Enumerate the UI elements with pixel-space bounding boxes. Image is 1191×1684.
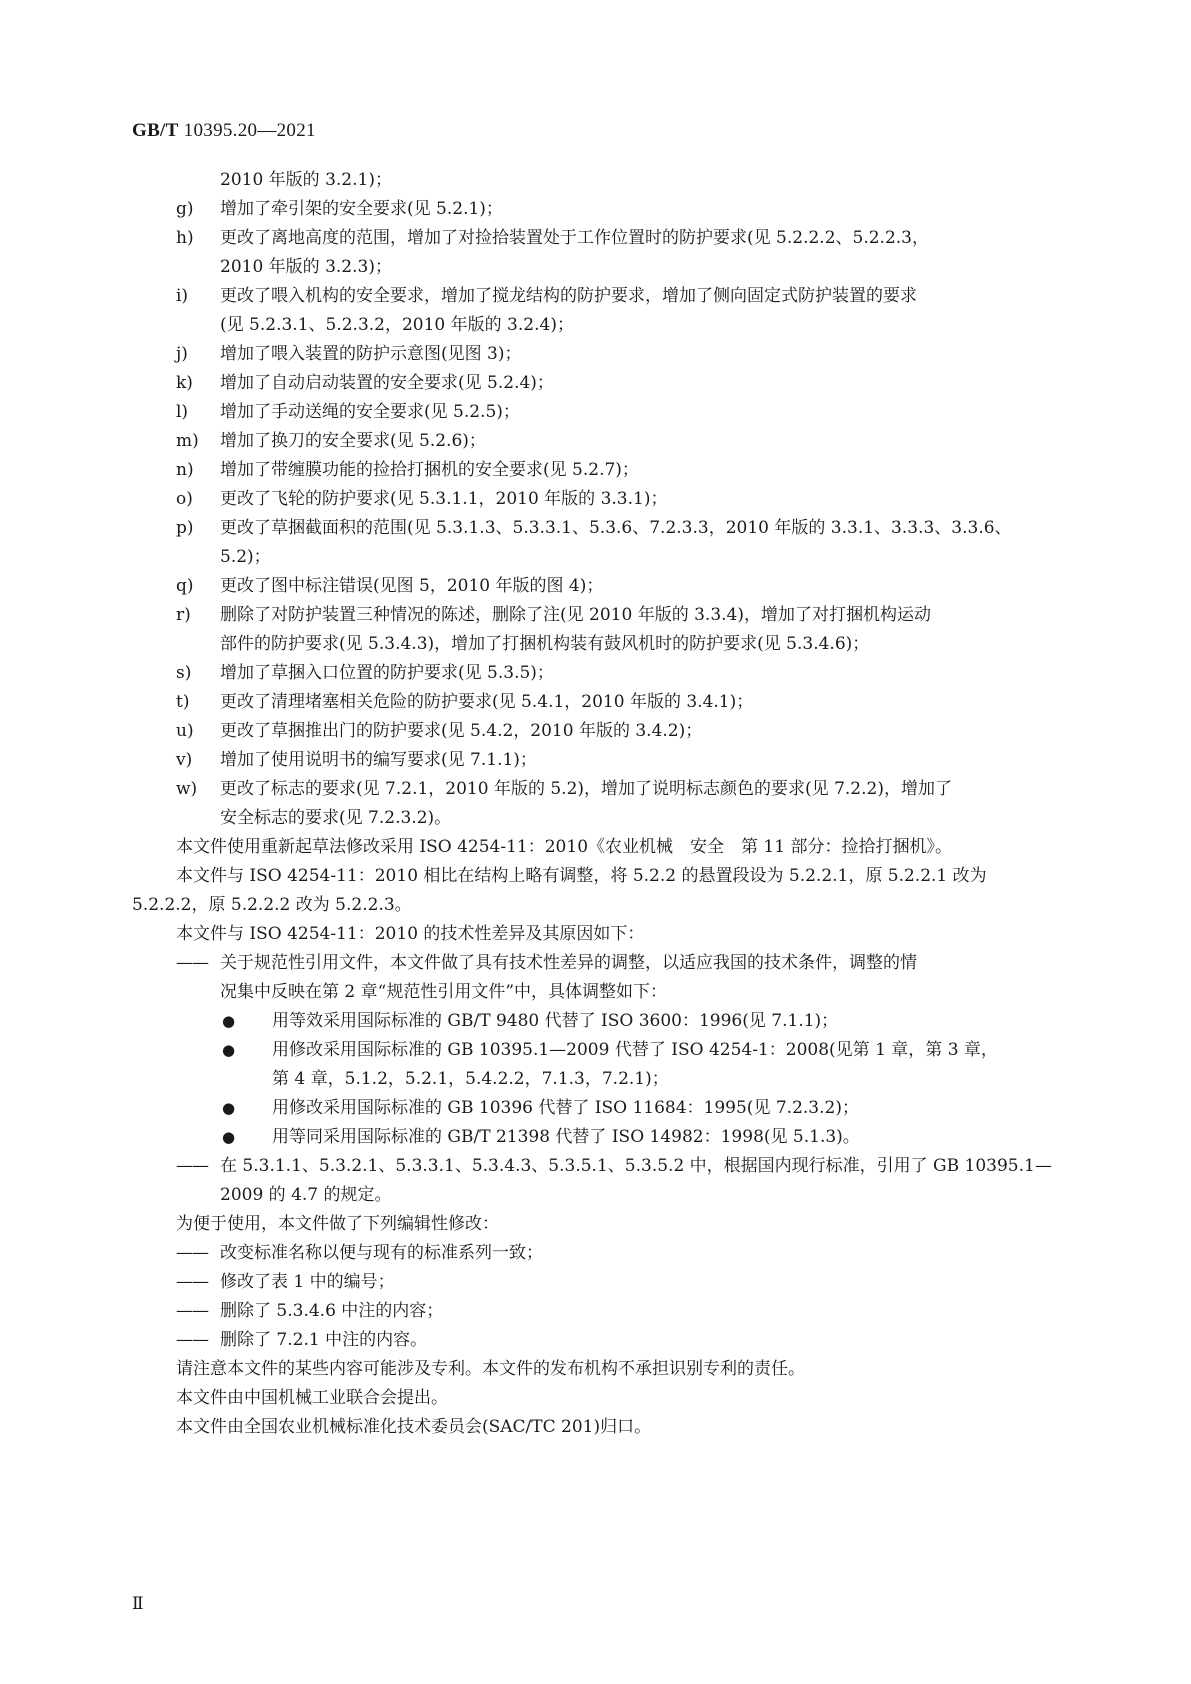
item-line: 更改了清理堵塞相关危险的防护要求(见 5.4.1，2010 年版的 3.4.1)；	[220, 692, 754, 712]
editorial-line: 删除了 7.2.1 中注的内容。	[220, 1330, 428, 1350]
bullet-icon: ●	[222, 1012, 236, 1030]
bullet-line: 第 4 章，5.1.2，5.2.1，5.4.2.2，7.1.3，7.2.1)；	[272, 1069, 669, 1089]
item-line: 增加了使用说明书的编写要求(见 7.1.1)；	[220, 750, 537, 770]
list-item	[132, 601, 1060, 659]
dash-mark: ——	[176, 953, 208, 973]
list-item	[132, 572, 1060, 601]
patent-paragraph: 请注意本文件的某些内容可能涉及专利。本文件的发布机构不承担识别专利的责任。	[176, 1359, 805, 1379]
technical-differences-paragraph: 本文件与 ISO 4254-11：2010 的技术性差异及其原因如下：	[176, 924, 645, 944]
list-item	[132, 398, 1060, 427]
item-marker: p)	[176, 518, 194, 538]
item-line: 安全标志的要求(见 7.2.3.2)。	[220, 808, 452, 828]
list-item	[132, 688, 1060, 717]
item-marker: v)	[176, 750, 193, 770]
adoption-paragraph: 本文件使用重新起草法修改采用 ISO 4254-11：2010《农业机械 安全 第 11 部分：捡拾打捆机》。	[176, 837, 952, 857]
item-marker: w)	[176, 779, 198, 799]
item-line: 增加了草捆入口位置的防护要求(见 5.3.5)；	[220, 663, 554, 683]
item-line: 增加了自动启动装置的安全要求(见 5.2.4)；	[220, 373, 554, 393]
item-line: 更改了标志的要求(见 7.2.1，2010 年版的 5.2)，增加了说明标志颜色的要求(见 7.2.2)，增加了	[220, 779, 952, 799]
bullet-line: 用修改采用国际标准的 GB 10396 代替了 ISO 11684：1995(见 7.2.3.2)；	[272, 1098, 859, 1118]
editorial-item	[132, 1326, 1060, 1355]
item-marker: q)	[176, 576, 194, 596]
item-line: 删除了对防护装置三种情况的陈述，删除了注(见 2010 年版的 3.3.4)，增加了对打捆机构运动	[220, 605, 931, 625]
dash-line: 在 5.3.1.1、5.3.2.1、5.3.3.1、5.3.4.3、5.3.5.1、5.3.5.2 中，根据国内现行标准，引用了 GB 10395.1—	[220, 1156, 1052, 1176]
item-line: 更改了图中标注错误(见图 5，2010 年版的图 4)；	[220, 576, 604, 596]
proposed-by-paragraph: 本文件由中国机械工业联合会提出。	[176, 1388, 448, 1408]
item-line: 增加了喂入装置的防护示意图(见图 3)；	[220, 344, 522, 364]
item-line: 增加了手动送绳的安全要求(见 5.2.5)；	[220, 402, 520, 422]
item-marker: k)	[176, 373, 193, 393]
bullet-item	[132, 1007, 1060, 1036]
bullet-item	[132, 1036, 1060, 1094]
item-marker: u)	[176, 721, 194, 741]
bullet-icon: ●	[222, 1041, 236, 1059]
dash-line: 关于规范性引用文件，本文件做了具有技术性差异的调整，以适应我国的技术条件，调整的情	[220, 953, 917, 973]
document-header	[132, 120, 316, 142]
item-marker: n)	[176, 460, 194, 480]
bullet-list	[132, 1007, 1060, 1152]
dash-mark: ——	[176, 1330, 208, 1350]
bullet-item	[132, 1123, 1060, 1152]
dash-mark: ——	[176, 1301, 208, 1321]
bullet-line: 用等效采用国际标准的 GB/T 9480 代替了 ISO 3600：1996(见 7.1.1)；	[272, 1011, 839, 1031]
list-item	[132, 659, 1060, 688]
editorial-list	[132, 1239, 1060, 1355]
bullet-line: 用修改采用国际标准的 GB 10395.1—2009 代替了 ISO 4254-1：2008(见第 1 章，第 3 章，	[272, 1040, 998, 1060]
editorial-paragraph: 为便于使用，本文件做了下列编辑性修改：	[176, 1214, 499, 1234]
item-line: 更改了喂入机构的安全要求，增加了搅龙结构的防护要求，增加了侧向固定式防护装置的要求	[220, 286, 917, 306]
list-item	[132, 514, 1060, 572]
list-item	[132, 224, 1060, 282]
editorial-item	[132, 1268, 1060, 1297]
item-line: 更改了离地高度的范围，增加了对捡拾装置处于工作位置时的防护要求(见 5.2.2.2、5.2.2.3，	[220, 228, 929, 248]
list-item	[132, 485, 1060, 514]
dash-mark: ——	[176, 1272, 208, 1292]
item-line: 增加了带缠膜功能的捡拾打捆机的安全要求(见 5.2.7)；	[220, 460, 639, 480]
item-line: 增加了牵引架的安全要求(见 5.2.1)；	[220, 199, 503, 219]
list-item	[132, 775, 1060, 833]
structure-paragraph: 本文件与 ISO 4254-11：2010 相比在结构上略有调整，将 5.2.2 的悬置段设为 5.2.2.1，原 5.2.2.1 改为 5.2.2.2，原 5.2.2.2 改为 5.2.2.3。	[132, 866, 987, 915]
dash-line: 况集中反映在第 2 章“规范性引用文件”中，具体调整如下：	[220, 982, 668, 1002]
item-line: 2010 年版的 3.2.3)；	[220, 257, 392, 277]
bullet-icon: ●	[222, 1128, 236, 1146]
item-line: (见 5.2.3.1、5.2.3.2，2010 年版的 3.2.4)；	[220, 315, 574, 335]
editorial-item	[132, 1239, 1060, 1268]
change-list	[132, 195, 1060, 833]
dash-mark: ——	[176, 1156, 208, 1176]
item-f-continuation: 2010 年版的 3.2.1)；	[220, 170, 392, 190]
item-marker: s)	[176, 663, 192, 683]
item-line: 更改了飞轮的防护要求(见 5.3.1.1，2010 年版的 3.3.1)；	[220, 489, 668, 509]
editorial-line: 删除了 5.3.4.6 中注的内容；	[220, 1301, 444, 1321]
item-marker: i)	[176, 286, 189, 306]
dash-line: 2009 的 4.7 的规定。	[220, 1185, 392, 1205]
editorial-line: 修改了表 1 中的编号；	[220, 1272, 395, 1292]
item-marker: j)	[176, 344, 188, 364]
editorial-item	[132, 1297, 1060, 1326]
item-marker: o)	[176, 489, 193, 509]
dash-mark: ——	[176, 1243, 208, 1263]
dash-item-gb-reference	[132, 1152, 1060, 1210]
list-item	[132, 717, 1060, 746]
item-line: 更改了草捆截面积的范围(见 5.3.1.3、5.3.3.1、5.3.6、7.2.3.3，2010 年版的 3.3.1、3.3.3、3.3.6、5.2)；	[220, 518, 1012, 567]
editorial-line: 改变标准名称以便与现有的标准系列一致；	[220, 1243, 543, 1263]
bullet-icon: ●	[222, 1099, 236, 1117]
list-item	[132, 282, 1060, 340]
list-item	[132, 340, 1060, 369]
bullet-line: 用等同采用国际标准的 GB/T 21398 代替了 ISO 14982：1998(见 5.1.3)。	[272, 1127, 860, 1147]
item-marker: t)	[176, 692, 190, 712]
page-number: Ⅱ	[132, 1594, 144, 1613]
item-marker: g)	[176, 199, 194, 219]
item-marker: h)	[176, 228, 194, 248]
standard-number: 10395.20—2021	[183, 120, 316, 141]
list-item	[132, 195, 1060, 224]
foreword-body	[132, 166, 1060, 1442]
standard-code: GB/T	[132, 120, 179, 141]
dash-item-normative-references	[132, 949, 1060, 1007]
item-line: 增加了换刀的安全要求(见 5.2.6)；	[220, 431, 486, 451]
bullet-item	[132, 1094, 1060, 1123]
list-item	[132, 746, 1060, 775]
item-line: 更改了草捆推出门的防护要求(见 5.4.2，2010 年版的 3.4.2)；	[220, 721, 703, 741]
technical-committee-paragraph: 本文件由全国农业机械标准化技术委员会(SAC/TC 201)归口。	[176, 1417, 652, 1437]
list-item	[132, 456, 1060, 485]
item-line: 部件的防护要求(见 5.3.4.3)，增加了打捆机构装有鼓风机时的防护要求(见 5.3.4.6)；	[220, 634, 870, 654]
item-marker: m)	[176, 431, 199, 451]
list-item	[132, 369, 1060, 398]
item-marker: l)	[176, 402, 189, 422]
item-marker: r)	[176, 605, 191, 625]
list-item	[132, 427, 1060, 456]
